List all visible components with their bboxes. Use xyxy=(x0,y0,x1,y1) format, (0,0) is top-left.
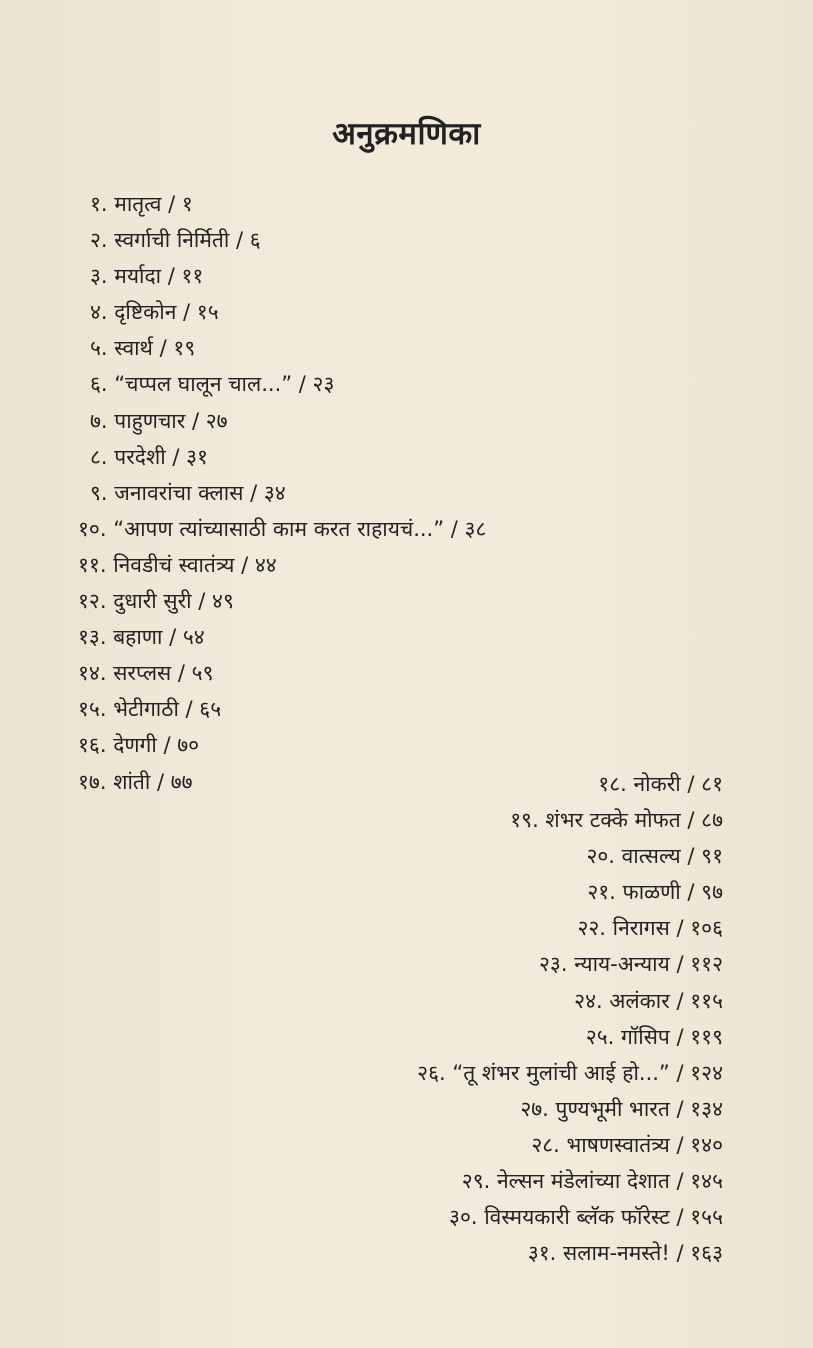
toc-entry: २३. न्याय-अन्याय / ११२ xyxy=(539,952,723,977)
toc-entry: २८. भाषणस्वातंत्र्य / १४० xyxy=(531,1132,723,1157)
toc-entry: १. मातृत्व / १ xyxy=(90,192,193,216)
toc-entry: १०. “आपण त्यांच्यासाठी काम करत राहायचं...” / ३८ xyxy=(78,516,487,541)
toc-entry: १८. नोकरी / ८१ xyxy=(598,772,723,796)
toc-entry: २७. पुण्यभूमी भारत / १३४ xyxy=(520,1096,723,1121)
toc-entry: २२. निरागस / १०६ xyxy=(577,916,723,941)
toc-entry: २. स्वर्गाची निर्मिती / ६ xyxy=(90,228,261,253)
toc-entry: ३. मर्यादा / ११ xyxy=(90,264,204,289)
toc-entry: १९. शंभर टक्के मोफत / ८७ xyxy=(510,808,723,833)
toc-entry: ४. दृष्टिकोन / १५ xyxy=(90,300,219,325)
page-title: अनुक्रमणिका xyxy=(332,116,481,152)
toc-entry: २१. फाळणी / ९७ xyxy=(587,880,723,905)
toc-right-column xyxy=(203,766,723,1271)
toc-entry: २०. वात्सल्य / ९१ xyxy=(586,844,723,869)
toc-entry: १३. बहाणा / ५४ xyxy=(78,625,205,650)
toc-entry: १४. सरप्लस / ५९ xyxy=(78,661,214,686)
toc-entry: २४. अलंकार / ११५ xyxy=(574,988,723,1013)
toc-entry: २९. नेल्सन मंडेलांच्या देशात / १४५ xyxy=(461,1169,723,1194)
toc-entry: २६. “तू शंभर मुलांची आई हो...” / १२४ xyxy=(417,1060,723,1085)
toc-entry: ८. परदेशी / ३१ xyxy=(90,444,208,469)
toc-entry: १५. भेटीगाठी / ६५ xyxy=(78,697,222,722)
toc-entry: ११. निवडीचं स्वातंत्र्य / ४४ xyxy=(78,552,277,577)
toc-entry: ५. स्वार्थ / १९ xyxy=(90,336,196,361)
toc-entry: १६. देणगी / ७० xyxy=(78,733,200,758)
toc-entry: ३०. विस्मयकारी ब्लॅक फॉरेस्ट / १५५ xyxy=(449,1205,723,1230)
toc-entry: ३१. सलाम-नमस्ते! / १६३ xyxy=(527,1241,723,1266)
toc-entry: ९. जनावरांचा क्लास / ३४ xyxy=(90,480,286,505)
toc-entry: १२. दुधारी सुरी / ४९ xyxy=(78,589,234,614)
toc-entry: १७. शांती / ७७ xyxy=(78,769,193,794)
toc-left-column xyxy=(78,186,638,800)
toc-entry: ७. पाहुणचार / २७ xyxy=(90,408,228,433)
toc-entry: २५. गॉसिप / ११९ xyxy=(585,1024,723,1049)
toc-entry: ६. “चप्पल घालून चाल...” / २३ xyxy=(90,372,335,397)
